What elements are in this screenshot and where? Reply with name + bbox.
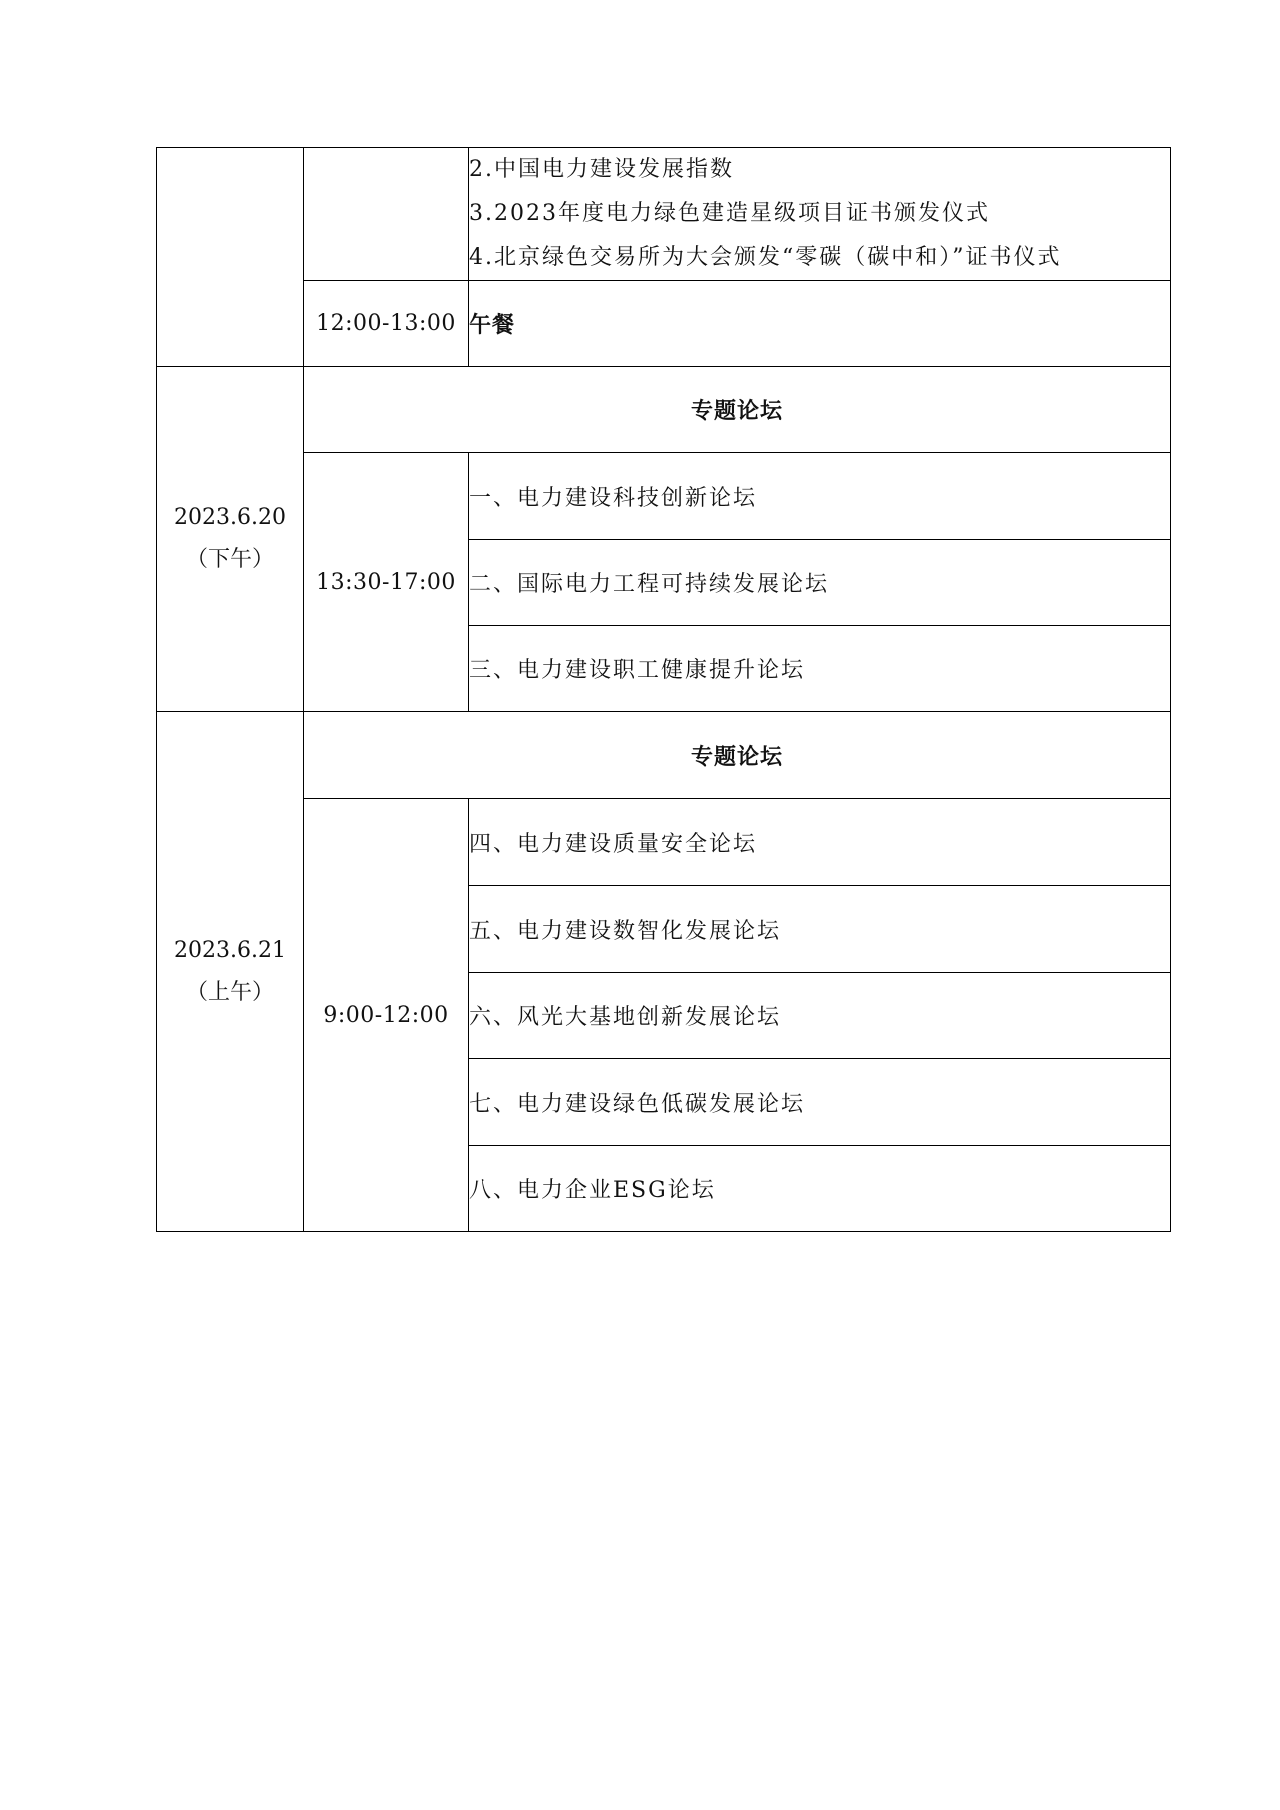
table-row (157, 453, 1171, 540)
session-time: 9:00-12:00 (304, 799, 469, 1232)
table-row (157, 799, 1171, 886)
table-row (157, 367, 1171, 453)
table-row (157, 281, 1171, 367)
date-cell-morning (157, 712, 304, 1232)
ceremony-list-cell (469, 148, 1171, 281)
forum-item: 六、风光大基地创新发展论坛 (469, 973, 1171, 1059)
forum-header: 专题论坛 (304, 712, 1171, 799)
list-item: 2.中国电力建设发展指数 (469, 157, 734, 182)
forum-item: 二、国际电力工程可持续发展论坛 (469, 540, 1171, 626)
forum-item: 五、电力建设数智化发展论坛 (469, 886, 1171, 973)
table-row (157, 148, 1171, 281)
session-time: 13:30-17:00 (304, 453, 469, 712)
date-cell-empty (157, 148, 304, 367)
table-row (157, 712, 1171, 799)
time-cell-empty (304, 148, 469, 281)
lunch-time-cell: 12:00-13:00 (304, 281, 469, 367)
forum-item: 三、电力建设职工健康提升论坛 (469, 626, 1171, 712)
session-period: （上午） (185, 979, 274, 1005)
lunch-label-cell: 午餐 (469, 281, 1171, 367)
session-date: 2023.6.21 (174, 937, 286, 963)
session-date: 2023.6.20 (174, 505, 286, 530)
forum-item: 八、电力企业ESG论坛 (469, 1146, 1171, 1232)
date-cell-afternoon (157, 367, 304, 712)
list-item: 4.北京绿色交易所为大会颁发“零碳（碳中和）”证书仪式 (469, 245, 1062, 270)
forum-item: 七、电力建设绿色低碳发展论坛 (469, 1059, 1171, 1146)
forum-item: 四、电力建设质量安全论坛 (469, 799, 1171, 886)
forum-header: 专题论坛 (304, 367, 1171, 453)
forum-item: 一、电力建设科技创新论坛 (469, 453, 1171, 540)
session-period: （下午） (185, 547, 274, 572)
list-item: 3.2023年度电力绿色建造星级项目证书颁发仪式 (469, 201, 990, 226)
agenda-table (156, 147, 1171, 1232)
